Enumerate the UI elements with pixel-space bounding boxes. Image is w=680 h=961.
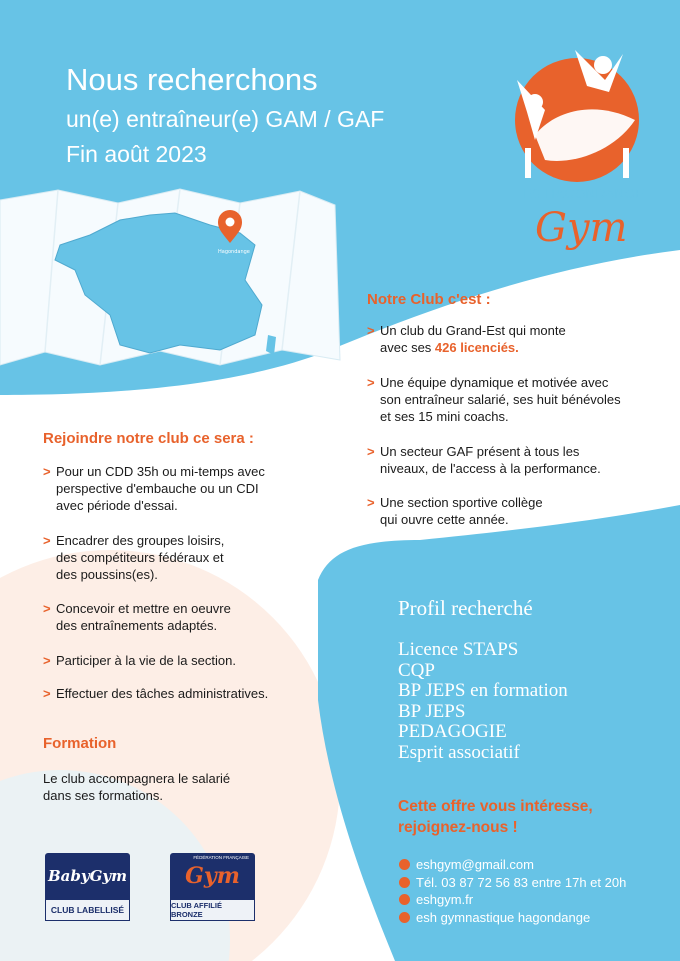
profile-item: BP JEPS en formation (398, 680, 568, 701)
join-item-5: > Effectuer des tâches administratives. (43, 686, 269, 701)
gymnast-logo-icon (505, 40, 655, 190)
title-line-3: Fin août 2023 (66, 141, 207, 167)
map-pin-label: Hagondange (218, 249, 250, 255)
email-icon (399, 859, 410, 870)
profile-title: Profil recherché (398, 596, 533, 620)
cta (398, 796, 593, 838)
club-logo (505, 40, 655, 280)
france-map (0, 185, 345, 370)
contact-phone[interactable]: Tél. 03 87 72 56 83 entre 17h et 20h (399, 874, 626, 892)
join-item-1: > Pour un CDD 35h ou mi-temps avec perspective d'embauche ou un CDI avec période d'essai. (43, 464, 265, 513)
join-item-2: > Encadrer des groupes loisirs, des compétiteurs fédéraux et des poussins(es). (43, 533, 225, 582)
profile-item: Esprit associatif (398, 741, 520, 763)
contact-list (399, 856, 626, 926)
club-item-2: > Une équipe dynamique et motivée avec son entraîneur salarié, ses huit bénévoles et ses 15 mini coachs. (367, 375, 621, 424)
babygym-badge (45, 853, 130, 921)
profile-item: CQP (398, 659, 435, 681)
title-line-2: un(e) entraîneur(e) GAM / GAF (66, 106, 385, 132)
club-section-title: Notre Club c'est : (367, 291, 491, 308)
ffgym-badge (170, 853, 255, 921)
profile-item: Licence STAPS (398, 639, 519, 660)
profile-list (398, 640, 568, 763)
ffgym-logo: Gym (185, 863, 240, 889)
logo-hagondange: HAGONDANGE (545, 186, 645, 201)
contact-facebook[interactable]: esh gymnastique hagondange (399, 909, 626, 927)
join-section-title: Rejoindre notre club ce sera : (43, 430, 254, 447)
phone-icon (399, 877, 410, 888)
licencies-highlight: 426 licenciés. (434, 340, 519, 355)
formation-text: Le club accompagnera le salarié dans ses formations. (43, 771, 231, 803)
facebook-icon (399, 912, 410, 923)
web-icon (399, 894, 410, 905)
ffgym-top-text: FÉDÉRATION FRANÇAISE (193, 855, 249, 860)
join-item-3: > Concevoir et mettre en oeuvre des entraînements adaptés. (43, 601, 231, 633)
logo-es: ES (523, 186, 542, 201)
cta-line-1: Cette offre vous intéresse, (398, 798, 593, 815)
contact-website[interactable]: eshgym.fr (399, 891, 626, 909)
babygym-label: CLUB LABELLISÉ (45, 899, 130, 921)
logo-gym-script: Gym (535, 205, 628, 251)
ffgym-label: CLUB AFFILIÉ BRONZE (170, 899, 255, 921)
cta-line-2: rejoignez-nous ! (398, 819, 518, 836)
club-item-1: > Un club du Grand-Est qui monte avec ses 426 licenciés. (367, 323, 566, 355)
formation-title: Formation (43, 735, 117, 752)
join-item-4: > Participer à la vie de la section. (43, 653, 236, 668)
club-item-3: > Un secteur GAF présent à tous les niveaux, de l'access à la performance. (367, 444, 601, 476)
title-line-1: Nous recherchons (66, 62, 318, 97)
club-item-4: > Une section sportive collège qui ouvre cette année. (367, 495, 543, 527)
babygym-logo: BabyGym (45, 853, 130, 899)
contact-email[interactable]: eshgym@gmail.com (399, 856, 626, 874)
profile-item: PEDAGOGIE (398, 721, 507, 742)
profile-item: BP JEPS (398, 700, 466, 722)
